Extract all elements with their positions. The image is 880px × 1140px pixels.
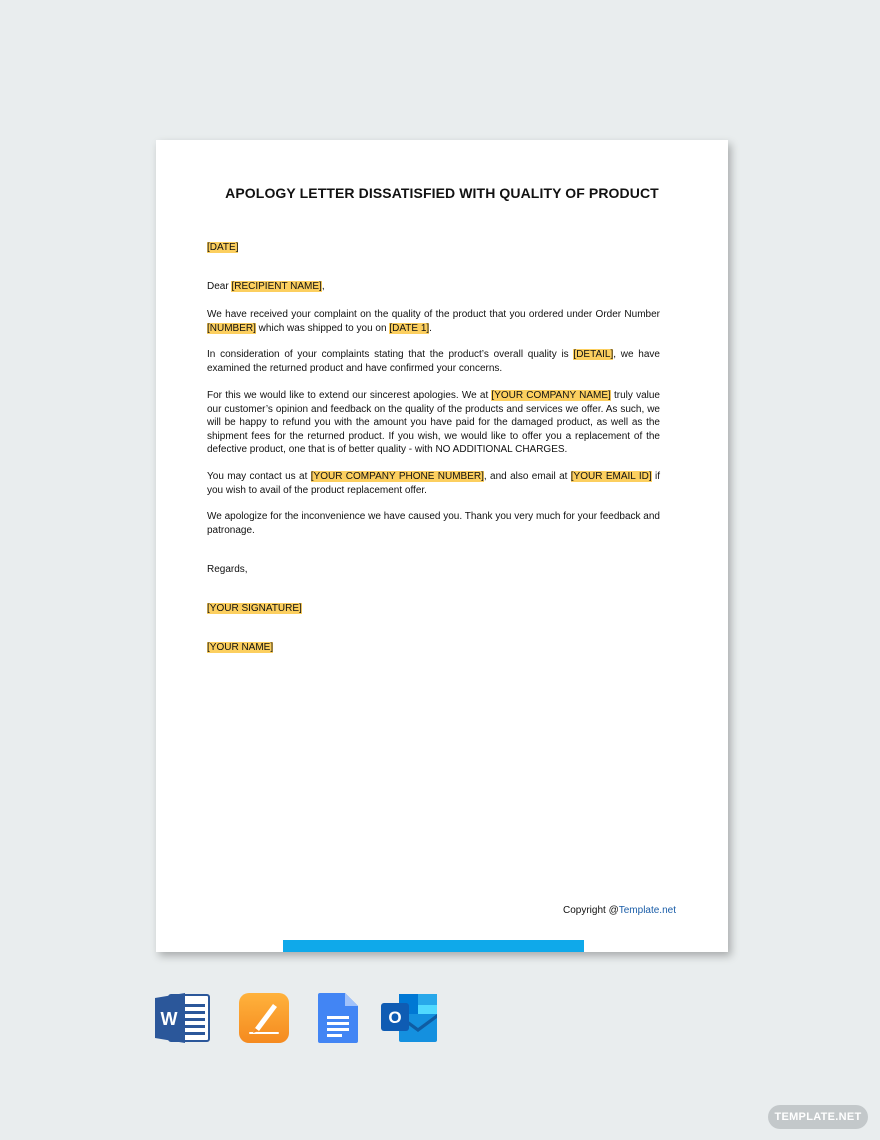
copyright-prefix: Copyright @ [563,905,619,916]
copyright-notice [563,905,676,916]
company-name-placeholder: [YOUR COMPANY NAME] [491,390,611,401]
google-docs-icon[interactable] [317,992,359,1044]
accent-bar [283,940,584,952]
para3-text-2: truly value our customer’s opinion and feedback on the quality of the products and services we offer. As such, we will be happy to refund you with the amount you have paid for the damaged product, as well as the shipment fees for the returned product. If you wish, we would like to offer you a replacement of the defective product, one that is of better quality - with NO ADDITIONAL CHARGES. [207,390,660,455]
template-net-watermark: TEMPLATE.NET [768,1105,868,1129]
name-line [207,641,660,655]
date-placeholder: [DATE] [207,242,239,253]
para1-text-3: . [429,322,432,334]
word-letter: W [160,1009,178,1029]
signature-placeholder: [YOUR SIGNATURE] [207,603,302,614]
document-page [156,140,728,952]
paragraph-contact [207,470,660,497]
para2-text-1: In consideration of your complaints stating that the product’s overall quality is [207,349,574,360]
detail-placeholder: [DETAIL] [573,349,614,360]
closing-regards: Regards, [207,564,248,575]
paragraph-complaint [207,308,660,335]
para1-text-2: which was shipped to you on [255,322,390,334]
para1-text-1: We have received your complaint on the quality of the product that you ordered under Order Number [207,309,660,320]
microsoft-outlook-icon[interactable] [379,992,439,1044]
salutation-prefix: Dear [207,281,232,292]
salutation-suffix: , [321,281,325,292]
ship-date-placeholder: [DATE 1] [389,322,430,334]
microsoft-word-icon[interactable] [155,992,211,1044]
outlook-letter: O [388,1008,402,1027]
document-title: APOLOGY LETTER DISSATISFIED WITH QUALITY OF PRODUCT [225,185,659,201]
date-line [207,241,660,255]
para4-text-1: You may contact us at [207,471,311,482]
order-number-placeholder: [NUMBER] [207,322,256,334]
signature-line [207,602,660,616]
paragraph-consideration [207,348,660,375]
para3-text-1: For this we would like to extend our sincerest apologies. We at [207,390,492,401]
salutation [207,280,660,294]
recipient-name-placeholder: [RECIPIENT NAME] [231,281,322,292]
company-phone-placeholder: [YOUR COMPANY PHONE NUMBER] [310,471,484,482]
template-net-link[interactable]: Template.net [618,905,676,916]
name-placeholder: [YOUR NAME] [207,642,274,653]
para4-text-2: , and also email at [483,471,571,482]
email-id-placeholder: [YOUR EMAIL ID] [570,471,652,482]
para4-text-3: if you wish to avail of the product replacement offer. [207,471,660,496]
apple-pages-icon[interactable] [238,992,290,1044]
para2-text-2: , we have examined the returned product and have confirmed your concerns. [207,349,660,374]
paragraph-closing-apology: We apologize for the inconvenience we have caused you. Thank you very much for your feedback and patronage. [207,511,660,536]
paragraph-apology [207,389,660,457]
